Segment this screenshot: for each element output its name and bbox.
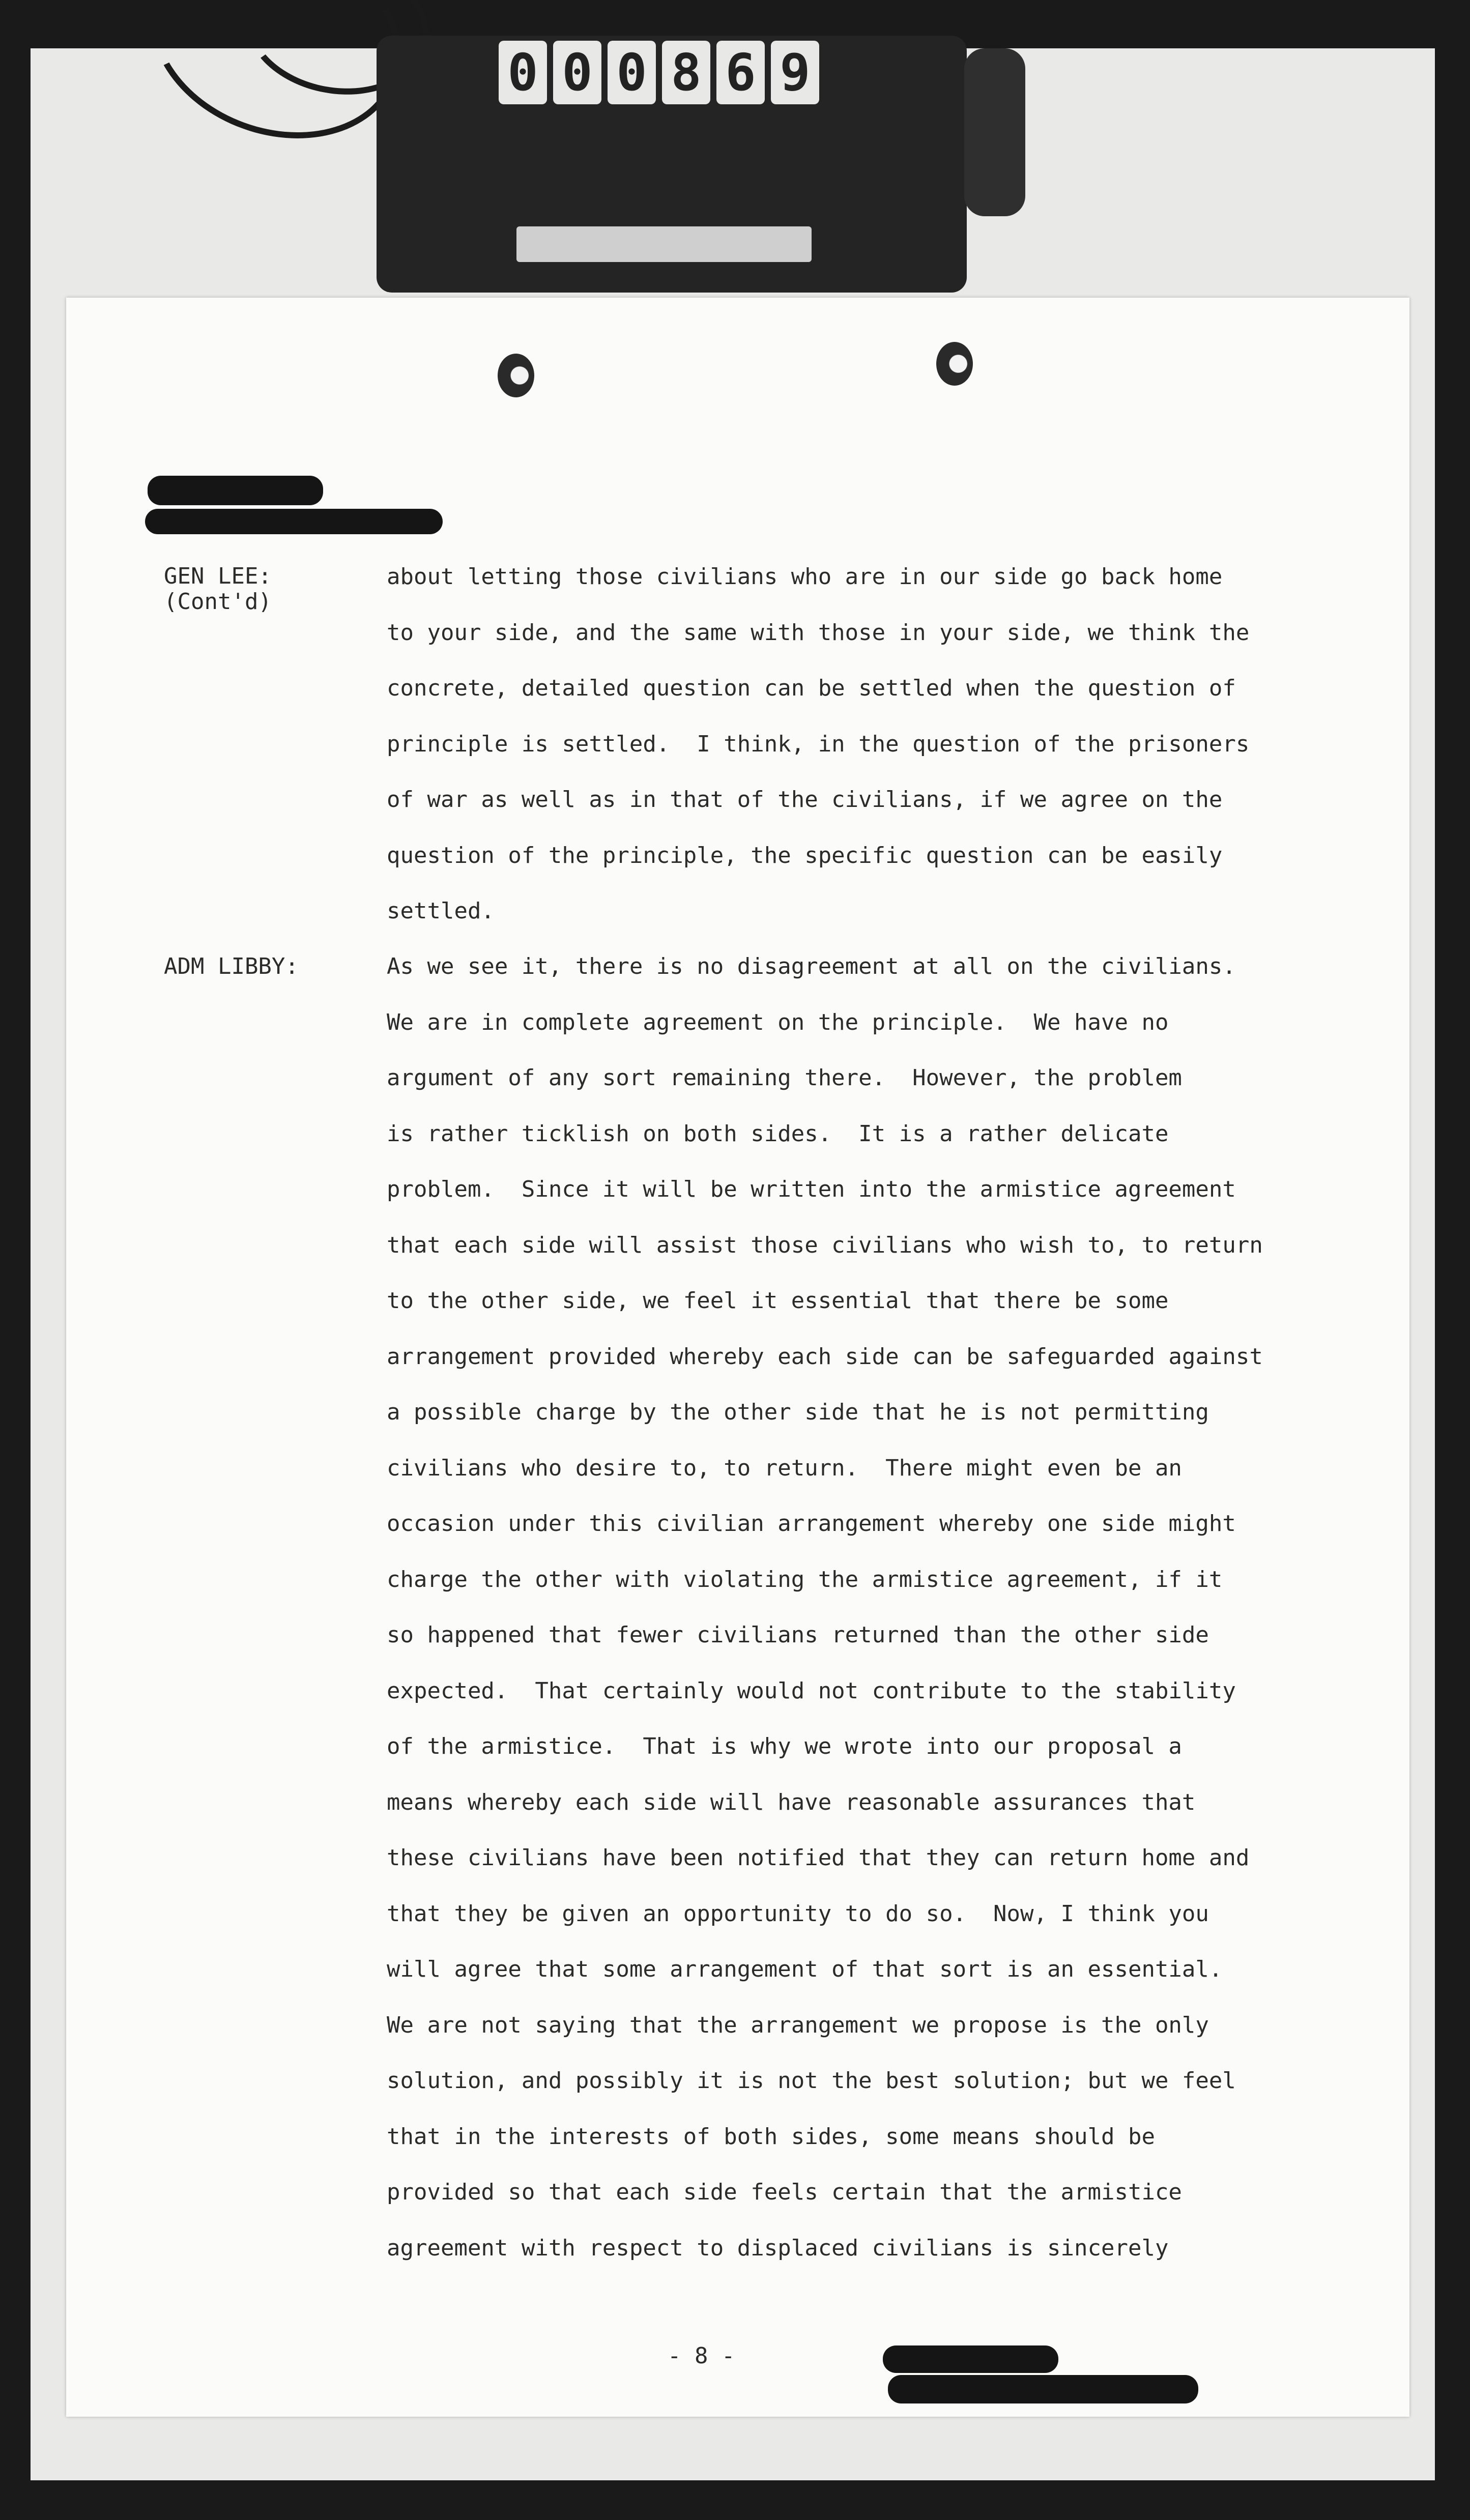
redaction-bar — [148, 476, 323, 505]
counter-digit: 0 — [608, 41, 656, 104]
speech-line: occasion under this civilian arrangement whereby one side might — [387, 1511, 1236, 1537]
counter-digit: 8 — [662, 41, 710, 104]
speech-line: means whereby each side will have reasonable assurances that — [387, 1789, 1196, 1815]
speech-line: concrete, detailed question can be settled when the question of — [387, 675, 1236, 701]
counter-digit: 9 — [771, 41, 819, 104]
speech-block-adm-libby — [387, 939, 1333, 2276]
speaker-name: ADM LIBBY: — [164, 953, 299, 979]
speech-line: expected. That certainly would not contribute to the stability — [387, 1677, 1236, 1704]
speech-line: question of the principle, the specific question can be easily — [387, 842, 1223, 868]
speech-line: these civilians have been notified that they can return home and — [387, 1845, 1250, 1871]
speaker-label-adm-libby — [164, 954, 299, 979]
punch-hole — [498, 354, 534, 397]
speech-line: argument of any sort remaining there. However, the problem — [387, 1065, 1182, 1091]
speech-line: principle is settled. I think, in the question of the prisoners — [387, 731, 1250, 757]
speech-line: solution, and possibly it is not the best solution; but we feel — [387, 2068, 1236, 2094]
speech-line: about letting those civilians who are in our side go back home — [387, 564, 1223, 590]
speech-line: We are in complete agreement on the principle. We have no — [387, 1009, 1169, 1035]
speech-line: agreement with respect to displaced civilians is sincerely — [387, 2235, 1169, 2261]
speech-line: As we see it, there is no disagreement at all on the civilians. — [387, 953, 1236, 979]
speech-line: charge the other with violating the armistice agreement, if it — [387, 1566, 1223, 1592]
frame-counter — [499, 41, 819, 107]
redaction-bar — [888, 2375, 1198, 2403]
speech-line: to the other side, we feel it essential that there be some — [387, 1288, 1169, 1314]
speaker-name: GEN LEE: — [164, 563, 272, 589]
punch-hole — [936, 342, 973, 386]
speech-line: of war as well as in that of the civilians, if we agree on the — [387, 787, 1223, 813]
speech-line: so happened that fewer civilians returned than the other side — [387, 1622, 1209, 1648]
redaction-bar — [145, 509, 443, 534]
speech-line: We are not saying that the arrangement we propose is the only — [387, 2012, 1209, 2038]
speech-line: to your side, and the same with those in your side, we think the — [387, 619, 1250, 646]
speech-line: a possible charge by the other side that he is not permitting — [387, 1399, 1209, 1425]
speech-line: is rather ticklish on both sides. It is a rather delicate — [387, 1120, 1169, 1147]
counter-digit: 6 — [716, 41, 765, 104]
counter-digit: 0 — [499, 41, 547, 104]
counter-digit: 0 — [553, 41, 601, 104]
redaction-bar — [883, 2345, 1058, 2373]
speech-line: that they be given an opportunity to do so. Now, I think you — [387, 1900, 1209, 1927]
speaker-continued-note: (Cont'd) — [164, 589, 272, 615]
speech-line: problem. Since it will be written into the armistice agreement — [387, 1176, 1236, 1202]
speech-line: that in the interests of both sides, some means should be — [387, 2123, 1155, 2150]
counter-plate — [516, 226, 812, 262]
speech-block-gen-lee — [387, 549, 1333, 939]
speech-line: civilians who desire to, to return. There might even be an — [387, 1455, 1182, 1481]
speech-line: settled. — [387, 898, 495, 924]
speech-line: arrangement provided whereby each side can be safeguarded against — [387, 1343, 1263, 1370]
speech-line: provided so that each side feels certain that the armistice — [387, 2179, 1182, 2205]
speech-line: that each side will assist those civilians who wish to, to return — [387, 1232, 1263, 1258]
counter-wheel — [964, 48, 1025, 216]
speech-line: will agree that some arrangement of that sort is an essential. — [387, 1956, 1223, 1982]
speaker-label-gen-lee — [164, 564, 272, 615]
speech-line: of the armistice. That is why we wrote into our proposal a — [387, 1733, 1182, 1759]
page-number: - 8 - — [668, 2343, 735, 2369]
